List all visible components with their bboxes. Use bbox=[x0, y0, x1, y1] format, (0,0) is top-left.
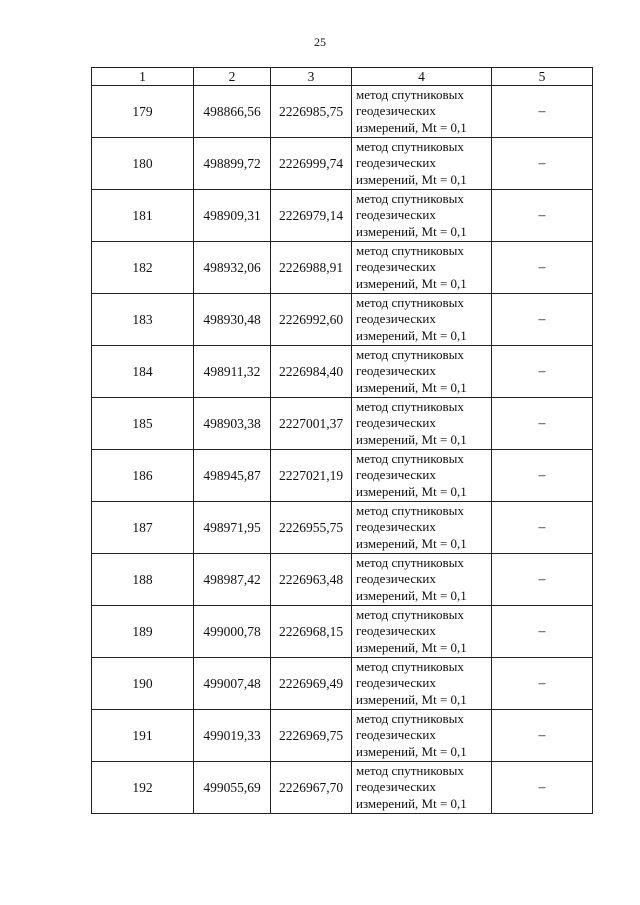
method-line: измерений, Mt = 0,1 bbox=[356, 483, 467, 499]
note-cell: – bbox=[492, 450, 593, 502]
x-coordinate-cell: 499019,33 bbox=[194, 710, 271, 762]
method-line: метод спутниковых bbox=[356, 294, 464, 310]
method-cell bbox=[352, 606, 492, 658]
table-row bbox=[92, 346, 593, 398]
y-coordinate-cell: 2226967,70 bbox=[271, 762, 352, 814]
y-coordinate-cell: 2227021,19 bbox=[271, 450, 352, 502]
method-line: измерений, Mt = 0,1 bbox=[356, 795, 467, 811]
method-cell bbox=[352, 242, 492, 294]
method-line: метод спутниковых bbox=[356, 86, 464, 102]
note-cell: – bbox=[492, 554, 593, 606]
point-number-cell: 182 bbox=[92, 242, 194, 294]
note-cell: – bbox=[492, 190, 593, 242]
method-line: метод спутниковых bbox=[356, 346, 464, 362]
y-coordinate-cell: 2226988,91 bbox=[271, 242, 352, 294]
note-cell: – bbox=[492, 710, 593, 762]
method-cell bbox=[352, 554, 492, 606]
table-body bbox=[92, 86, 593, 814]
point-number-cell: 187 bbox=[92, 502, 194, 554]
point-number-cell: 190 bbox=[92, 658, 194, 710]
table-row bbox=[92, 138, 593, 190]
method-line: геодезических bbox=[356, 207, 436, 223]
note-cell: – bbox=[492, 606, 593, 658]
column-header: 5 bbox=[492, 68, 593, 86]
note-cell: – bbox=[492, 658, 593, 710]
method-line: измерений, Mt = 0,1 bbox=[356, 535, 467, 551]
point-number-cell: 188 bbox=[92, 554, 194, 606]
x-coordinate-cell: 498930,48 bbox=[194, 294, 271, 346]
x-coordinate-cell: 498932,06 bbox=[194, 242, 271, 294]
x-coordinate-cell: 498866,56 bbox=[194, 86, 271, 138]
note-cell: – bbox=[492, 762, 593, 814]
table-row bbox=[92, 554, 593, 606]
table-row bbox=[92, 658, 593, 710]
x-coordinate-cell: 499000,78 bbox=[194, 606, 271, 658]
method-cell bbox=[352, 346, 492, 398]
column-header: 4 bbox=[352, 68, 492, 86]
point-number-cell: 186 bbox=[92, 450, 194, 502]
method-line: геодезических bbox=[356, 727, 436, 743]
method-line: измерений, Mt = 0,1 bbox=[356, 171, 467, 187]
method-line: геодезических bbox=[356, 779, 436, 795]
point-number-cell: 192 bbox=[92, 762, 194, 814]
point-number-cell: 185 bbox=[92, 398, 194, 450]
page-number: 25 bbox=[314, 35, 326, 49]
x-coordinate-cell: 498899,72 bbox=[194, 138, 271, 190]
method-cell bbox=[352, 450, 492, 502]
note-cell: – bbox=[492, 86, 593, 138]
y-coordinate-cell: 2226969,75 bbox=[271, 710, 352, 762]
y-coordinate-cell: 2226985,75 bbox=[271, 86, 352, 138]
table-row bbox=[92, 242, 593, 294]
method-cell bbox=[352, 86, 492, 138]
method-line: геодезических bbox=[356, 155, 436, 171]
table-row bbox=[92, 398, 593, 450]
note-cell: – bbox=[492, 294, 593, 346]
method-line: измерений, Mt = 0,1 bbox=[356, 379, 467, 395]
method-cell bbox=[352, 398, 492, 450]
y-coordinate-cell: 2226979,14 bbox=[271, 190, 352, 242]
y-coordinate-cell: 2226955,75 bbox=[271, 502, 352, 554]
method-line: геодезических bbox=[356, 519, 436, 535]
method-line: измерений, Mt = 0,1 bbox=[356, 587, 467, 603]
y-coordinate-cell: 2226969,49 bbox=[271, 658, 352, 710]
y-coordinate-cell: 2227001,37 bbox=[271, 398, 352, 450]
table-row bbox=[92, 86, 593, 138]
y-coordinate-cell: 2226968,15 bbox=[271, 606, 352, 658]
x-coordinate-cell: 498911,32 bbox=[194, 346, 271, 398]
point-number-cell: 191 bbox=[92, 710, 194, 762]
method-cell bbox=[352, 710, 492, 762]
x-coordinate-cell: 499055,69 bbox=[194, 762, 271, 814]
point-number-cell: 179 bbox=[92, 86, 194, 138]
method-cell bbox=[352, 138, 492, 190]
method-line: метод спутниковых bbox=[356, 242, 464, 258]
method-line: геодезических bbox=[356, 363, 436, 379]
y-coordinate-cell: 2226963,48 bbox=[271, 554, 352, 606]
point-number-cell: 180 bbox=[92, 138, 194, 190]
method-line: метод спутниковых bbox=[356, 398, 464, 414]
x-coordinate-cell: 499007,48 bbox=[194, 658, 271, 710]
method-cell bbox=[352, 294, 492, 346]
method-line: измерений, Mt = 0,1 bbox=[356, 119, 467, 135]
column-header: 1 bbox=[92, 68, 194, 86]
method-line: геодезических bbox=[356, 675, 436, 691]
method-line: измерений, Mt = 0,1 bbox=[356, 431, 467, 447]
note-cell: – bbox=[492, 138, 593, 190]
method-line: метод спутниковых bbox=[356, 554, 464, 570]
table-header-row bbox=[92, 68, 593, 86]
note-cell: – bbox=[492, 502, 593, 554]
method-line: геодезических bbox=[356, 103, 436, 119]
method-line: метод спутниковых bbox=[356, 138, 464, 154]
method-line: геодезических bbox=[356, 415, 436, 431]
coordinates-table bbox=[91, 67, 593, 814]
column-header: 3 bbox=[271, 68, 352, 86]
method-line: измерений, Mt = 0,1 bbox=[356, 639, 467, 655]
method-line: измерений, Mt = 0,1 bbox=[356, 327, 467, 343]
method-line: геодезических bbox=[356, 259, 436, 275]
method-line: метод спутниковых bbox=[356, 502, 464, 518]
table-row bbox=[92, 762, 593, 814]
table-row bbox=[92, 190, 593, 242]
point-number-cell: 183 bbox=[92, 294, 194, 346]
method-line: измерений, Mt = 0,1 bbox=[356, 743, 467, 759]
method-line: геодезических bbox=[356, 311, 436, 327]
x-coordinate-cell: 498903,38 bbox=[194, 398, 271, 450]
method-line: геодезических bbox=[356, 623, 436, 639]
method-line: метод спутниковых bbox=[356, 710, 464, 726]
x-coordinate-cell: 498987,42 bbox=[194, 554, 271, 606]
method-line: метод спутниковых bbox=[356, 450, 464, 466]
method-line: метод спутниковых bbox=[356, 606, 464, 622]
method-cell bbox=[352, 762, 492, 814]
x-coordinate-cell: 498945,87 bbox=[194, 450, 271, 502]
method-line: метод спутниковых bbox=[356, 190, 464, 206]
x-coordinate-cell: 498909,31 bbox=[194, 190, 271, 242]
method-line: геодезических bbox=[356, 467, 436, 483]
method-cell bbox=[352, 658, 492, 710]
method-line: метод спутниковых bbox=[356, 762, 464, 778]
method-line: измерений, Mt = 0,1 bbox=[356, 275, 467, 291]
note-cell: – bbox=[492, 398, 593, 450]
table-row bbox=[92, 294, 593, 346]
y-coordinate-cell: 2226999,74 bbox=[271, 138, 352, 190]
y-coordinate-cell: 2226984,40 bbox=[271, 346, 352, 398]
point-number-cell: 189 bbox=[92, 606, 194, 658]
method-line: измерений, Mt = 0,1 bbox=[356, 691, 467, 707]
method-line: измерений, Mt = 0,1 bbox=[356, 223, 467, 239]
y-coordinate-cell: 2226992,60 bbox=[271, 294, 352, 346]
method-cell bbox=[352, 502, 492, 554]
column-header: 2 bbox=[194, 68, 271, 86]
table-row bbox=[92, 710, 593, 762]
note-cell: – bbox=[492, 346, 593, 398]
method-line: метод спутниковых bbox=[356, 658, 464, 674]
note-cell: – bbox=[492, 242, 593, 294]
method-cell bbox=[352, 190, 492, 242]
method-line: геодезических bbox=[356, 571, 436, 587]
point-number-cell: 184 bbox=[92, 346, 194, 398]
x-coordinate-cell: 498971,95 bbox=[194, 502, 271, 554]
table-row bbox=[92, 502, 593, 554]
table-row bbox=[92, 606, 593, 658]
point-number-cell: 181 bbox=[92, 190, 194, 242]
table-row bbox=[92, 450, 593, 502]
